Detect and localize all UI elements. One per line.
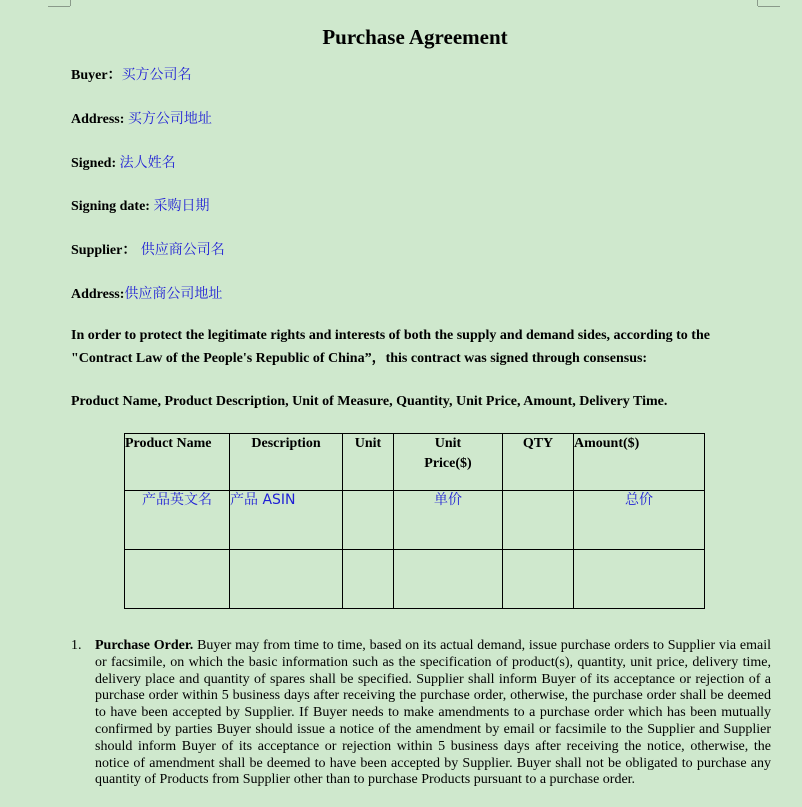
clause-heading: Purchase Order. (95, 638, 194, 653)
buyer-value: 买方公司名 (121, 67, 192, 83)
buyer-address-field (71, 108, 212, 128)
cell-unit (343, 491, 394, 550)
header-amount: Amount($) (574, 434, 705, 491)
cell-description: 产品 ASIN (230, 491, 343, 550)
signed-label: Signed: (71, 156, 120, 171)
table-row (125, 491, 705, 550)
signed-value: 法人姓名 (119, 155, 176, 171)
buyer-address-label: Address: (71, 112, 128, 127)
cell-qty (503, 491, 574, 550)
cell-empty (574, 550, 705, 609)
buyer-address-value: 买方公司地址 (127, 111, 212, 127)
header-unit-price (394, 434, 503, 491)
margin-mark-top-left-vertical (70, 0, 71, 6)
product-table (124, 433, 705, 609)
document-title: Purchase Agreement (322, 25, 508, 49)
header-qty: QTY (503, 434, 574, 491)
supplier-address-value: 供应商公司地址 (124, 286, 223, 302)
intro-paragraph (71, 324, 771, 370)
signing-date-label: Signing date: (71, 199, 154, 214)
cell-empty (230, 550, 343, 609)
clause-purchase-order (71, 638, 771, 789)
intro-line-1: In order to protect the legitimate rights and interests of both the supply and demand sides, according to the (71, 328, 710, 343)
header-unit-price-text: Unit Price($) (424, 436, 472, 471)
clause-body (95, 638, 771, 789)
cell-empty (125, 550, 230, 609)
table-row (125, 550, 705, 609)
cell-unit-price: 单价 (394, 491, 503, 550)
cell-empty (394, 550, 503, 609)
margin-mark-top-right (758, 0, 780, 7)
header-unit: Unit (343, 434, 394, 491)
intro-line-2: "Contract Law of the People's Republic of China”，this contract was signed through consensus: (71, 351, 648, 366)
signed-field (71, 152, 176, 172)
supplier-field (71, 239, 225, 259)
product-line: Product Name, Product Description, Unit of Measure, Quantity, Unit Price, Amount, Delivery Time. (71, 394, 668, 409)
supplier-value: 供应商公司名 (136, 242, 225, 258)
cell-empty (503, 550, 574, 609)
header-description: Description (230, 434, 343, 491)
supplier-address-field (71, 283, 222, 303)
cell-amount: 总价 (574, 491, 705, 550)
table-header-row (125, 434, 705, 491)
buyer-field (71, 64, 192, 84)
clause-text: Buyer may from time to time, based on its actual demand, issue purchase orders to Supplier via email or facsimile, on which the basic information such as the specification of product(s), quantity, unit price, delivery time, delivery place and quantity of spares shall be specified. Supplier shall inform Buyer of its acceptance or rejection of a purchase order within 5 business days after receiving the purchase order, otherwise, the purchase order shall be deemed to have been accepted by Supplier. If Buyer needs to make amendments to a purchase order which has been mutually confirmed by parties Buyer should issue a notice of the amendment by email or facsimile to the Supplier and Supplier should inform Buyer of its acceptance or rejection within 5 business days after receiving the notice, otherwise, the notice of amendment shall be deemed to have been accepted by Supplier. Buyer shall not be obligated to purchase any quantity of Products from Supplier other than to purchase Products pursuant to a purchase order. (95, 638, 771, 788)
supplier-label: Supplier： (71, 243, 137, 258)
margin-mark-top-left (48, 0, 70, 7)
signing-date-field (71, 195, 209, 215)
cell-product-name: 产品英文名 (125, 491, 230, 550)
header-product-name: Product Name (125, 434, 230, 491)
clause-number: 1. (71, 638, 82, 653)
buyer-label: Buyer： (71, 68, 122, 83)
margin-mark-top-right-vertical (757, 0, 758, 6)
signing-date-value: 采购日期 (153, 198, 210, 214)
cell-empty (343, 550, 394, 609)
supplier-address-label: Address: (71, 287, 125, 302)
